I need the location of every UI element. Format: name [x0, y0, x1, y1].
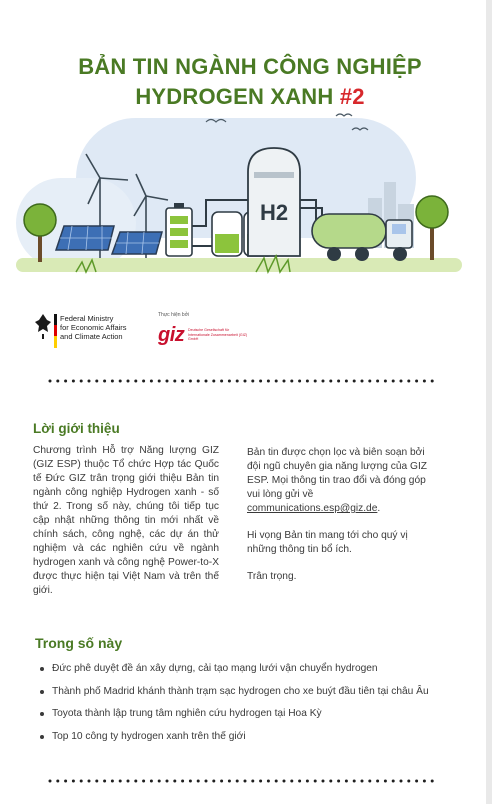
h2-label: H2 — [260, 200, 289, 225]
german-eagle-icon — [34, 312, 52, 352]
toc-item-text: Toyota thành lập trung tâm nghiên cứu hydrogen tại Hoa Kỳ — [52, 708, 322, 719]
intro-contact-paragraph — [247, 446, 437, 516]
tree-icon — [24, 204, 56, 236]
bmwk-line-3: and Climate Action — [60, 332, 123, 341]
newsletter-title — [0, 52, 492, 112]
bmwk-logo-text — [60, 314, 127, 341]
flag-stripe — [54, 314, 57, 348]
intro-right-column — [247, 446, 437, 597]
intro-contact-text: Bản tin được chọn lọc và biên soạn bởi đội ngũ chuyên gia năng lượng của GIZ ESP. Mọi thông tin trao đổi và đóng góp vui lòng gửi về — [247, 447, 428, 500]
toc-item[interactable] — [38, 707, 448, 721]
battery-icon — [166, 203, 192, 256]
title-line-1: BẢN TIN NGÀNH CÔNG NGHIỆP — [78, 54, 422, 79]
intro-closing: Trân trọng. — [247, 571, 297, 582]
toc-item[interactable] — [38, 730, 448, 744]
bullet-icon — [40, 690, 44, 694]
intro-heading: Lời giới thiệu — [33, 421, 120, 436]
toc-item-text: Đức phê duyệt đề án xây dựng, cải tạo mạng lưới vận chuyển hydrogen — [52, 663, 378, 674]
email-period: . — [377, 503, 381, 514]
dotted-divider-bottom — [48, 778, 438, 784]
giz-logo-subtitle: Deutsche Gesellschaft für Internationale Zusammenarbeit (GIZ) GmbH — [188, 328, 248, 341]
intro-left-column: Chương trình Hỗ trợ Năng lượng GIZ (GIZ ESP) thuộc Tổ chức Hợp tác Quốc tế Đức GIZ trân trọng giới thiệu Bản tin ngành công nghiệp Hydrogen xanh - số thứ 2. Trong số này, chúng tôi tiếp tục cập nhật những thông tin mới nhất về chính sách, công nghệ, các dự án thử nghiệm và các nghiên cứu về ngành hydrogen xanh và công nghệ Power-to-X được thực hiện tại Việt Nam và trên thế giới. — [33, 445, 219, 596]
bmwk-line-2: for Economic Affairs — [60, 323, 127, 332]
hero-illustration — [16, 108, 462, 300]
dotted-divider-top — [48, 378, 438, 384]
issue-number: #2 — [339, 84, 365, 109]
bmwk-line-1: Federal Ministry — [60, 314, 114, 323]
tree-icon — [416, 196, 448, 228]
bird-icon — [336, 114, 352, 116]
title-line-2-text: HYDROGEN XANH — [135, 84, 334, 109]
toc-item-text: Thành phố Madrid khánh thành trạm sạc hydrogen cho xe buýt đầu tiên tại châu Âu — [52, 685, 429, 697]
intro-wish-paragraph: Hi vọng Bản tin mang tới cho quý vị những thông tin bổ ích. — [247, 530, 408, 555]
giz-logo: giz — [158, 324, 185, 346]
page-edge — [486, 0, 492, 804]
hydrogen-tank-icon — [248, 148, 300, 256]
email-link[interactable]: communications.esp@giz.de — [247, 503, 378, 514]
toc-item-text: Top 10 công ty hydrogen xanh trên thế giới — [52, 730, 246, 742]
solar-panel-icon — [56, 226, 114, 250]
bullet-icon — [40, 712, 44, 716]
hydrogen-truck-icon — [312, 214, 412, 261]
toc-item[interactable] — [38, 662, 448, 676]
bullet-icon — [40, 667, 44, 671]
solar-panel-icon — [112, 232, 162, 254]
toc-list — [38, 662, 448, 752]
implemented-by-label: Thực hiện bởi — [158, 312, 190, 318]
logo-strip — [30, 310, 450, 366]
bullet-icon — [40, 735, 44, 739]
toc-heading: Trong số này — [35, 635, 123, 651]
toc-item[interactable] — [38, 685, 448, 699]
